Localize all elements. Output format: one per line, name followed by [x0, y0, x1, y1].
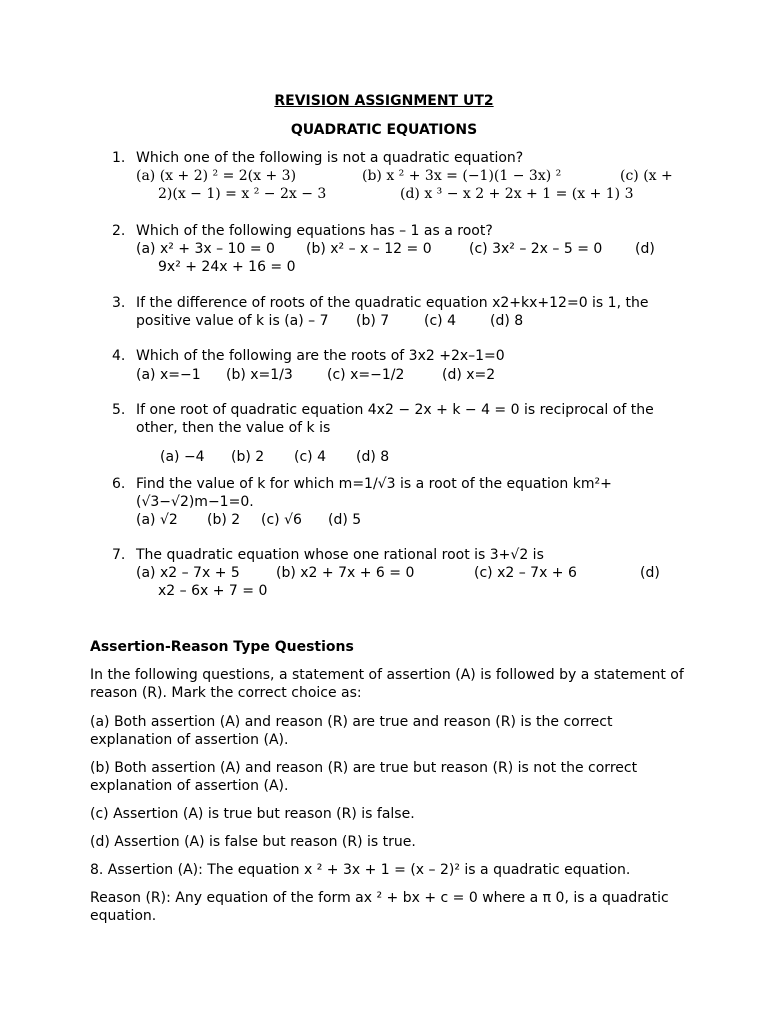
option-b: (b) x2 + 7x + 6 = 0: [276, 565, 415, 581]
question-text-cont: (√3−√2)m−1=0.: [136, 494, 254, 510]
choice-a: (a) Both assertion (A) and reason (R) are true and reason (R) is the correct: [90, 714, 613, 730]
question-text: If one root of quadratic equation 4x2 − 2x + k − 4 = 0 is reciprocal of the: [136, 402, 654, 418]
choice-b-cont: explanation of assertion (A).: [90, 778, 289, 794]
option-b: (b) x=1/3: [226, 367, 293, 383]
question-number: 7.: [112, 547, 126, 563]
option-d: (d) 5: [328, 512, 362, 528]
question-text: Which of the following equations has – 1 as a root?: [136, 223, 493, 239]
page-title: REVISION ASSIGNMENT UT2: [274, 93, 494, 109]
question-text: The quadratic equation whose one rational root is 3+√2 is: [136, 547, 544, 563]
option-b: (b) x² – x – 12 = 0: [306, 241, 432, 257]
option-d: (d): [635, 241, 655, 257]
choice-a-cont: explanation of assertion (A).: [90, 732, 289, 748]
option-a: (a) x² + 3x – 10 = 0: [136, 241, 275, 257]
option-d: (d) x ³ − x 2 + 2x + 1 = (x + 1) 3: [400, 186, 634, 202]
option-d: (d) 8: [490, 313, 524, 329]
question-number: 2.: [112, 223, 126, 239]
section-intro: In the following questions, a statement of assertion (A) is followed by a statement of: [90, 667, 684, 683]
option-a: (a) x2 – 7x + 5: [136, 565, 240, 581]
option-b: (b) 2: [207, 512, 241, 528]
question-8-assertion: 8. Assertion (A): The equation x ² + 3x + 1 = (x – 2)² is a quadratic equation.: [90, 862, 631, 878]
option-d: (d): [640, 565, 660, 581]
option-c: (c) (x +: [620, 168, 673, 184]
option-b: (b) 7: [356, 313, 390, 329]
option-c: (c) 4: [424, 313, 456, 329]
option-a: (a) √2: [136, 512, 178, 528]
option-c-cont: 2)(x − 1) = x ² − 2x − 3: [158, 186, 327, 202]
option-c: (c) 3x² – 2x – 5 = 0: [469, 241, 603, 257]
section-intro-cont: reason (R). Mark the correct choice as:: [90, 685, 362, 701]
option-a: (a) (x + 2) ² = 2(x + 3): [136, 168, 297, 184]
option-c: (c) x2 – 7x + 6: [474, 565, 577, 581]
question-text: Which of the following are the roots of 3x2 +2x–1=0: [136, 348, 505, 364]
option-c: (c) 4: [294, 449, 326, 465]
option-a: (a) x=−1: [136, 367, 201, 383]
choice-c: (c) Assertion (A) is true but reason (R) is false.: [90, 806, 415, 822]
question-number: 4.: [112, 348, 126, 364]
choice-b: (b) Both assertion (A) and reason (R) are true but reason (R) is not the correct: [90, 760, 638, 776]
option-a: (a) −4: [160, 449, 205, 465]
option-b: (b) x ² + 3x = (−1)(1 − 3x) ²: [362, 168, 562, 184]
question-number: 1.: [112, 150, 126, 166]
question-number: 6.: [112, 476, 126, 492]
option-d-cont: 9x² + 24x + 16 = 0: [158, 259, 296, 275]
choice-d: (d) Assertion (A) is false but reason (R) is true.: [90, 834, 416, 850]
question-number: 5.: [112, 402, 126, 418]
question-text-cont: other, then the value of k is: [136, 420, 331, 436]
question-text-cont: positive value of k is (a) – 7: [136, 313, 329, 329]
page-subtitle: QUADRATIC EQUATIONS: [290, 122, 478, 138]
option-d: (d) x=2: [442, 367, 496, 383]
option-d: (d) 8: [356, 449, 390, 465]
option-c: (c) x=−1/2: [327, 367, 405, 383]
question-number: 3.: [112, 295, 126, 311]
question-text: Find the value of k for which m=1/√3 is a root of the equation km²+: [136, 476, 612, 492]
option-c: (c) √6: [261, 512, 302, 528]
question-text: Which one of the following is not a quadratic equation?: [136, 150, 524, 166]
section-heading: Assertion-Reason Type Questions: [90, 639, 354, 655]
question-text: If the difference of roots of the quadratic equation x2+kx+12=0 is 1, the: [136, 295, 649, 311]
question-8-reason: Reason (R): Any equation of the form ax ² + bx + c = 0 where a π 0, is a quadratic: [90, 890, 669, 906]
option-b: (b) 2: [231, 449, 265, 465]
option-d-cont: x2 – 6x + 7 = 0: [158, 583, 268, 599]
question-8-reason-cont: equation.: [90, 908, 157, 924]
